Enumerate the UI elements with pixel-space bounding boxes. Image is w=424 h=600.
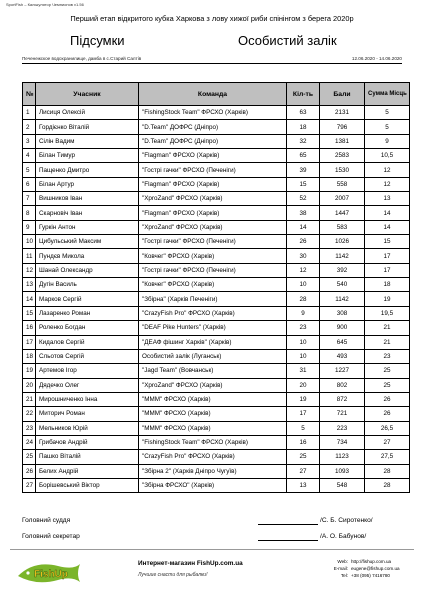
row-number: 4 (23, 149, 36, 163)
points: 493 (320, 349, 365, 363)
place-sum: 21 (365, 321, 410, 335)
place-sum: 5 (365, 106, 410, 120)
participant-name: Пащенко Дмитро (36, 163, 139, 177)
table-row (23, 392, 410, 406)
row-number: 22 (23, 407, 36, 421)
results-heading: Підсумки (70, 33, 125, 48)
row-number: 18 (23, 349, 36, 363)
catch-count: 10 (287, 278, 320, 292)
shop-slogan: Лучшие снасти для рыбалки! (138, 572, 208, 578)
row-number: 11 (23, 249, 36, 263)
participant-name: Мельников Юрій (36, 421, 139, 435)
secretary-signature-line (258, 540, 318, 541)
table-row (23, 292, 410, 306)
row-number: 26 (23, 464, 36, 478)
team-name: "CrazyFish Pro" ФРСХО (Харків) (139, 306, 287, 320)
catch-count: 12 (287, 263, 320, 277)
place-sum: 13 (365, 192, 410, 206)
catch-count: 10 (287, 349, 320, 363)
participant-name: Дугін Василь (36, 278, 139, 292)
place-sum: 14 (365, 206, 410, 220)
row-number: 1 (23, 106, 36, 120)
points: 1142 (320, 249, 365, 263)
place-sum: 25 (365, 378, 410, 392)
points: 1123 (320, 450, 365, 464)
location-text: Печенежское водохранилище, дамба в с.Старий Салтів (22, 56, 142, 61)
points: 872 (320, 392, 365, 406)
judge-name: /С. Б. Сиротенко/ (320, 517, 373, 524)
secretary-label: Головний секретар (22, 533, 80, 540)
points: 558 (320, 177, 365, 191)
table-row (23, 177, 410, 191)
place-sum: 12 (365, 163, 410, 177)
team-name: "Jagd Team" (Вовчанськ) (139, 364, 287, 378)
participant-name: Мирошниченко Інна (36, 392, 139, 406)
catch-count: 38 (287, 206, 320, 220)
participant-name: Белих Андрій (36, 464, 139, 478)
points: 900 (320, 321, 365, 335)
table-row (23, 134, 410, 148)
table-row (23, 149, 410, 163)
points: 2007 (320, 192, 365, 206)
table-row (23, 120, 410, 134)
participant-name: Білан Артур (36, 177, 139, 191)
row-number: 13 (23, 278, 36, 292)
participant-name: Шанай Олександр (36, 263, 139, 277)
place-sum: 25 (365, 364, 410, 378)
footer-divider (10, 549, 414, 550)
team-name: "МММ" ФРСХО (Харків) (139, 421, 287, 435)
row-number: 6 (23, 177, 36, 191)
team-name: "XproZand" ФРСХО (Харків) (139, 192, 287, 206)
email-link[interactable]: eugene@fishup.com.ua (351, 566, 400, 572)
table-row (23, 192, 410, 206)
event-title: Перший етап відкритого кубка Харкова з лову хижої риби спінінгом з берега 2020р (70, 14, 354, 23)
row-number: 21 (23, 392, 36, 406)
team-name: "Ковчег" ФРСХО (Харків) (139, 249, 287, 263)
table-row (23, 321, 410, 335)
row-number: 7 (23, 192, 36, 206)
table-row (23, 220, 410, 234)
judge-label: Головний суддя (22, 517, 71, 524)
row-number: 23 (23, 421, 36, 435)
catch-count: 26 (287, 235, 320, 249)
table-row (23, 478, 410, 492)
points: 223 (320, 421, 365, 435)
catch-count: 14 (287, 220, 320, 234)
team-name: "Збірна" (Харків Печеніги) (139, 292, 287, 306)
participant-name: Марков Сергій (36, 292, 139, 306)
place-sum: 26 (365, 407, 410, 421)
table-row (23, 435, 410, 449)
participant-name: Роленко Богдан (36, 321, 139, 335)
table-row (23, 349, 410, 363)
participant-name: Гордієнко Віталій (36, 120, 139, 134)
row-number: 14 (23, 292, 36, 306)
catch-count: 15 (287, 177, 320, 191)
catch-count: 13 (287, 478, 320, 492)
points: 1530 (320, 163, 365, 177)
app-note: SportFish – Калькулятор Чемпионов v1.56 (6, 2, 84, 7)
catch-count: 63 (287, 106, 320, 120)
place-sum: 5 (365, 120, 410, 134)
meta-row (22, 56, 402, 64)
place-sum: 9 (365, 134, 410, 148)
participant-name: Сльотов Сергій (36, 349, 139, 363)
row-number: 5 (23, 163, 36, 177)
participant-name: Сілін Вадим (36, 134, 139, 148)
row-number: 3 (23, 134, 36, 148)
table-body (23, 106, 410, 493)
participant-name: Лазаренко Роман (36, 306, 139, 320)
secretary-name: /А. О. Бабунов/ (320, 533, 367, 540)
table-row (23, 163, 410, 177)
participant-name: Артемов Ігор (36, 364, 139, 378)
place-sum: 17 (365, 263, 410, 277)
team-name: "CrazyFish Pro" ФРСХО (Харків) (139, 450, 287, 464)
row-number: 15 (23, 306, 36, 320)
email-label: E-mail: (333, 566, 348, 572)
row-number: 19 (23, 364, 36, 378)
table-row (23, 450, 410, 464)
team-name: Особистий залік (Луганськ) (139, 349, 287, 363)
team-name: "МММ" ФРСХО (Харків) (139, 407, 287, 421)
points: 1381 (320, 134, 365, 148)
team-name: "Flagman" ФРСХО (Харків) (139, 177, 287, 191)
tel-label: Tel: (340, 573, 348, 579)
participant-name: Грибачов Андрій (36, 435, 139, 449)
points: 1227 (320, 364, 365, 378)
place-sum: 10,5 (365, 149, 410, 163)
results-table (22, 82, 410, 493)
participant-name: Кидалов Сергій (36, 335, 139, 349)
table-row (23, 407, 410, 421)
team-name: "DEAF Pike Hunters" (Харків) (139, 321, 287, 335)
team-name: "Збірна ФРСХО" (Харків) (139, 478, 287, 492)
table-row (23, 106, 410, 120)
tel-text: +38 (095) 7416780 (351, 573, 390, 579)
participant-name: Борішевський Віктор (36, 478, 139, 492)
row-number: 8 (23, 206, 36, 220)
dates-text: 12.06.2020 - 14.06.2020 (351, 56, 402, 61)
catch-count: 10 (287, 335, 320, 349)
catch-count: 16 (287, 435, 320, 449)
row-number: 12 (23, 263, 36, 277)
place-sum: 18 (365, 278, 410, 292)
team-name: "Ковчег" ФРСХО (Харків) (139, 278, 287, 292)
place-sum: 21 (365, 335, 410, 349)
row-number: 25 (23, 450, 36, 464)
table-header-row (23, 83, 410, 106)
row-number: 9 (23, 220, 36, 234)
points: 802 (320, 378, 365, 392)
team-name: "Гострі гачки" ФРСХО (Печеніги) (139, 163, 287, 177)
table-row (23, 278, 410, 292)
team-name: "Flagman" ФРСХО (Харків) (139, 206, 287, 220)
table-row (23, 306, 410, 320)
table-row (23, 421, 410, 435)
table-row (23, 206, 410, 220)
place-sum: 26,5 (365, 421, 410, 435)
col-header-number: № (23, 83, 36, 106)
catch-count: 20 (287, 378, 320, 392)
participant-name: Лисиця Олексій (36, 106, 139, 120)
catch-count: 65 (287, 149, 320, 163)
team-name: "XproZand" ФРСХО (Харків) (139, 220, 287, 234)
points: 2131 (320, 106, 365, 120)
team-name: "FishingStock Team" ФРСХО (Харків) (139, 106, 287, 120)
contacts-block (316, 558, 408, 580)
col-header-place-sum: Сумма Місць (365, 83, 410, 106)
row-number: 20 (23, 378, 36, 392)
place-sum: 23 (365, 349, 410, 363)
table-row (23, 464, 410, 478)
team-name: "Гострі гачки" ФРСХО (Печеніги) (139, 263, 287, 277)
points: 308 (320, 306, 365, 320)
catch-count: 19 (287, 392, 320, 406)
points: 1142 (320, 292, 365, 306)
participant-name: Цибульський Максим (36, 235, 139, 249)
fishup-logo (14, 556, 84, 588)
team-name: "D.Team" ДОФРС (Дніпро) (139, 120, 287, 134)
col-header-count: Кіл-ть (287, 83, 320, 106)
points: 2583 (320, 149, 365, 163)
row-number: 17 (23, 335, 36, 349)
catch-count: 25 (287, 450, 320, 464)
table-row (23, 263, 410, 277)
catch-count: 5 (287, 421, 320, 435)
team-name: "D.Team" ДОФРС (Дніпро) (139, 134, 287, 148)
team-name: "ДЕАФ фішинг Харків" (Харків) (139, 335, 287, 349)
standings-heading: Особистий залік (238, 33, 337, 48)
team-name: "Flagman" ФРСХО (Харків) (139, 149, 287, 163)
catch-count: 27 (287, 464, 320, 478)
points: 796 (320, 120, 365, 134)
table-row (23, 249, 410, 263)
points: 1093 (320, 464, 365, 478)
points: 583 (320, 220, 365, 234)
col-header-team: Команда (139, 83, 287, 106)
team-name: "Збірна 2" (Харків Дніпро Чугуїв) (139, 464, 287, 478)
points: 540 (320, 278, 365, 292)
participant-name: Білан Тимур (36, 149, 139, 163)
catch-count: 31 (287, 364, 320, 378)
catch-count: 30 (287, 249, 320, 263)
place-sum: 26 (365, 392, 410, 406)
row-number: 16 (23, 321, 36, 335)
points: 392 (320, 263, 365, 277)
team-name: "МММ" ФРСХО (Харків) (139, 392, 287, 406)
catch-count: 23 (287, 321, 320, 335)
participant-name: Пундєв Микола (36, 249, 139, 263)
col-header-participant: Учасник (36, 83, 139, 106)
logo-text: FishUp (34, 569, 68, 580)
points: 1447 (320, 206, 365, 220)
col-header-points: Бали (320, 83, 365, 106)
place-sum: 15 (365, 235, 410, 249)
table-row (23, 235, 410, 249)
participant-name: Гуркін Антон (36, 220, 139, 234)
catch-count: 9 (287, 306, 320, 320)
judge-signature-line (258, 524, 318, 525)
shop-name: Интернет-магазин FishUp.com.ua (138, 560, 243, 567)
points: 645 (320, 335, 365, 349)
catch-count: 17 (287, 407, 320, 421)
catch-count: 28 (287, 292, 320, 306)
web-link[interactable]: http://fishup.com.ua (351, 559, 392, 564)
place-sum: 27 (365, 435, 410, 449)
place-sum: 12 (365, 177, 410, 191)
points: 734 (320, 435, 365, 449)
catch-count: 39 (287, 163, 320, 177)
table-row (23, 378, 410, 392)
participant-name: Дядечко Олег (36, 378, 139, 392)
participant-name: Миторич Роман (36, 407, 139, 421)
table-row (23, 364, 410, 378)
row-number: 27 (23, 478, 36, 492)
team-name: "FishingStock Team" ФРСХО (Харків) (139, 435, 287, 449)
catch-count: 52 (287, 192, 320, 206)
fish-eye-icon (26, 571, 29, 574)
place-sum: 28 (365, 464, 410, 478)
web-label: Web: (337, 559, 348, 564)
row-number: 10 (23, 235, 36, 249)
team-name: "Гострі гачки" ФРСХО (Печеніги) (139, 235, 287, 249)
team-name: "XproZand" ФРСХО (Харків) (139, 378, 287, 392)
place-sum: 19 (365, 292, 410, 306)
table-row (23, 335, 410, 349)
row-number: 2 (23, 120, 36, 134)
participant-name: Скарновіч Іван (36, 206, 139, 220)
points: 721 (320, 407, 365, 421)
place-sum: 19,5 (365, 306, 410, 320)
points: 548 (320, 478, 365, 492)
catch-count: 32 (287, 134, 320, 148)
participant-name: Вишников Іван (36, 192, 139, 206)
catch-count: 18 (287, 120, 320, 134)
place-sum: 14 (365, 220, 410, 234)
participant-name: Пашко Віталій (36, 450, 139, 464)
place-sum: 17 (365, 249, 410, 263)
place-sum: 28 (365, 478, 410, 492)
place-sum: 27,5 (365, 450, 410, 464)
points: 1026 (320, 235, 365, 249)
row-number: 24 (23, 435, 36, 449)
